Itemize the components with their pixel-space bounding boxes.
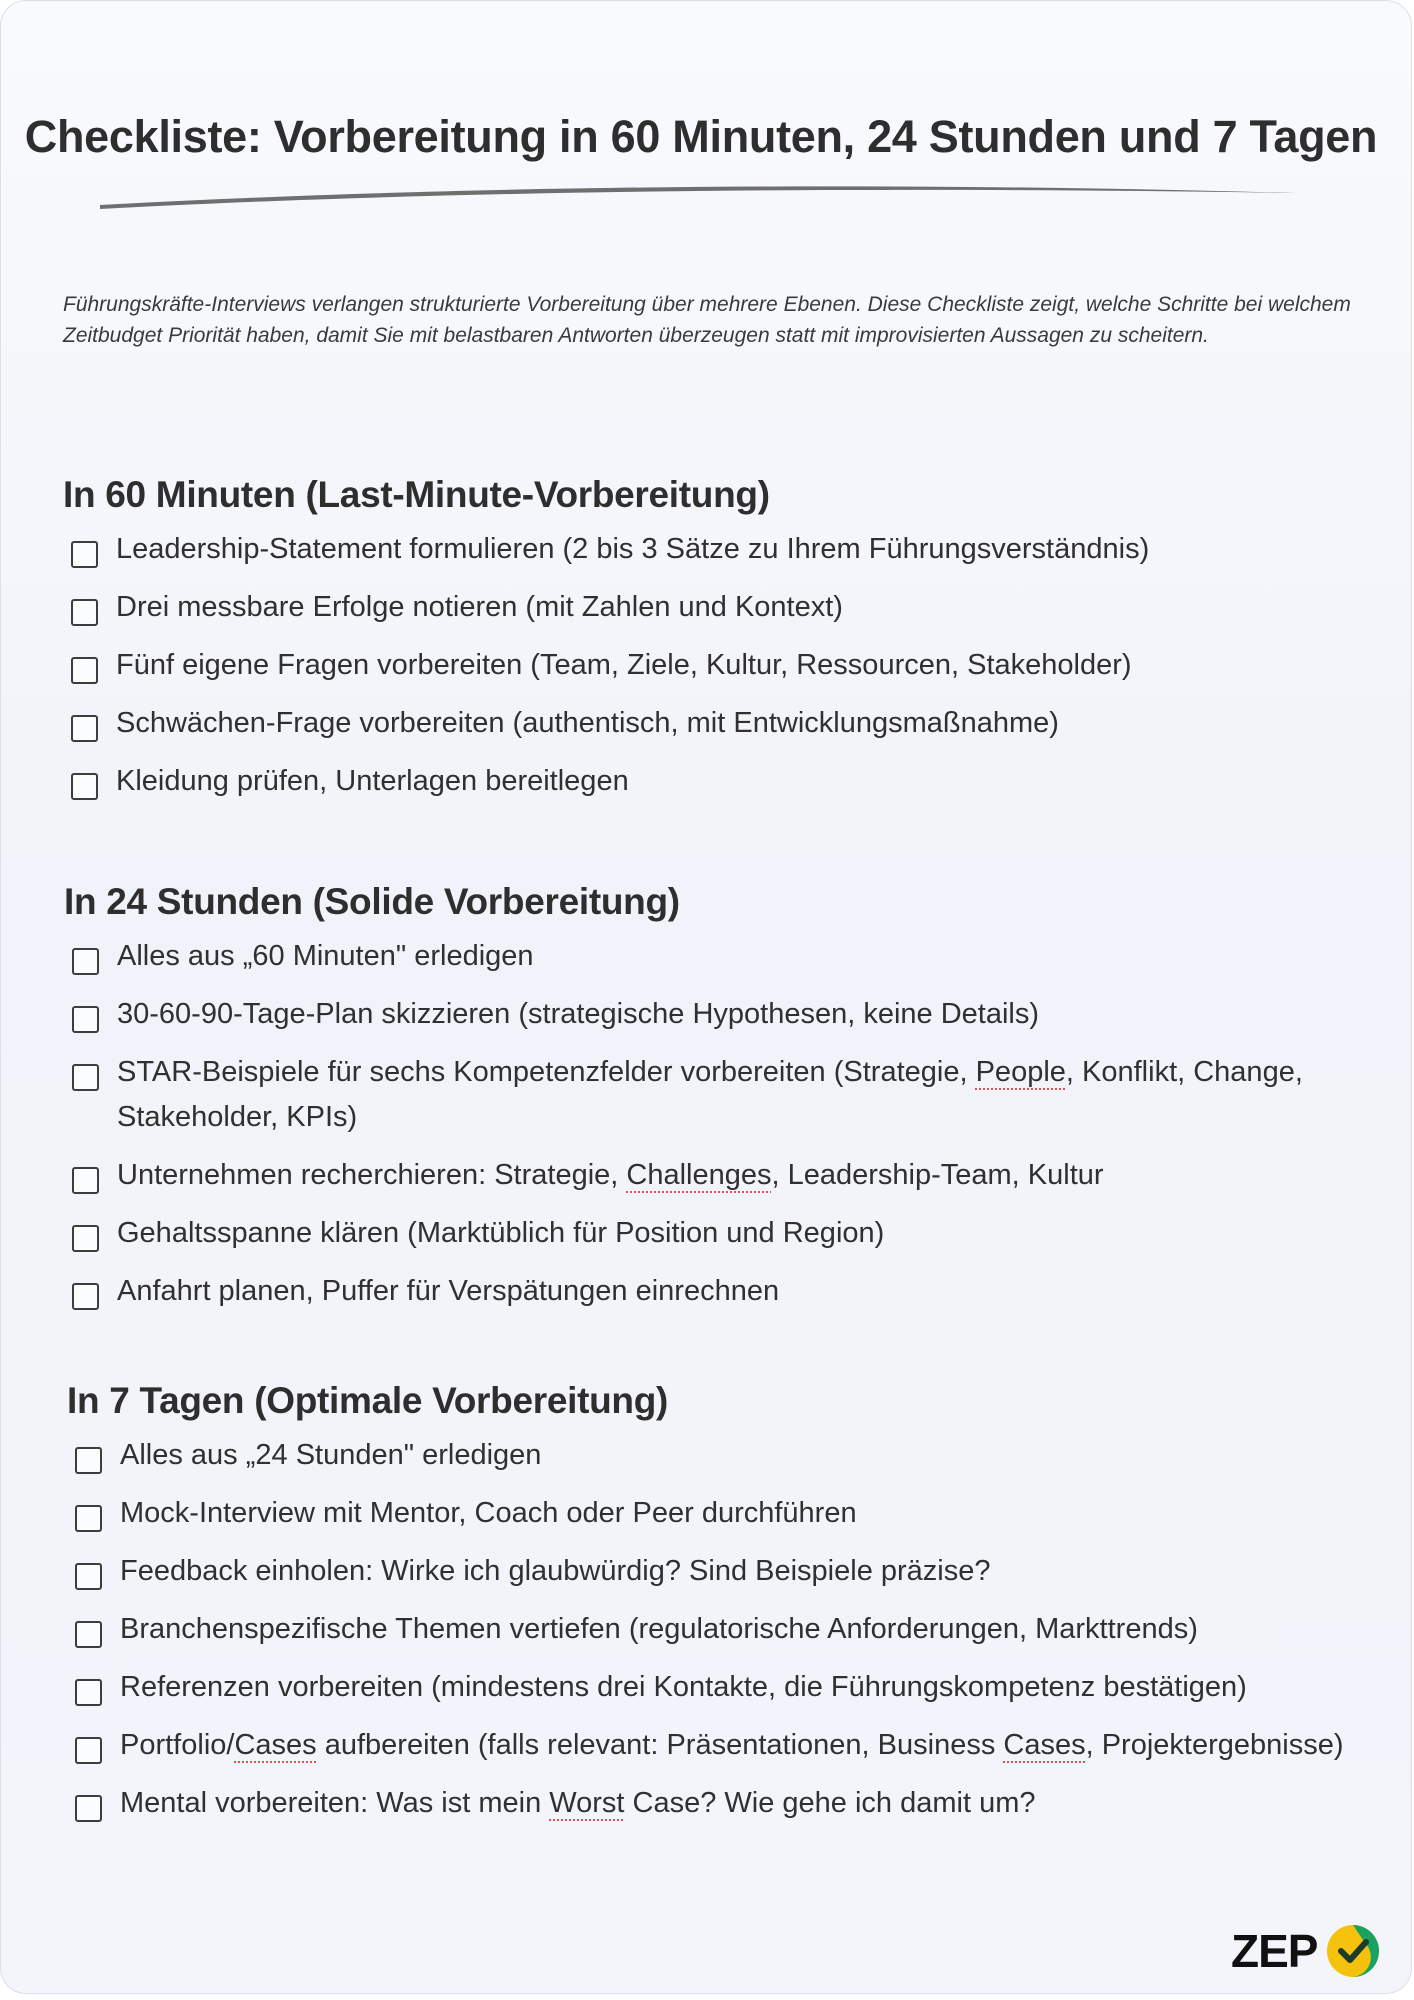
checklist-item[interactable] — [67, 1665, 1397, 1710]
checkbox[interactable] — [72, 1006, 99, 1033]
checklist-item-label: Drei messbare Erfolge notieren (mit Zahlen und Kontext) — [116, 591, 843, 623]
checklist-item[interactable] — [64, 934, 1394, 979]
checklist-item[interactable] — [67, 1723, 1397, 1768]
title-underline — [96, 179, 1306, 215]
section-heading: In 7 Tagen (Optimale Vorbereitung) — [67, 1380, 669, 1421]
section-heading: In 60 Minuten (Last-Minute-Vorbereitung) — [63, 474, 770, 515]
section-60-minutes — [63, 469, 1383, 817]
checklist-item-label: Unternehmen recherchieren: Strategie, Challenges, Leadership-Team, Kultur — [117, 1159, 1104, 1191]
checklist-item[interactable] — [67, 1549, 1397, 1594]
checkbox[interactable] — [72, 1225, 99, 1252]
checklist-item-label: Schwächen-Frage vorbereiten (authentisch, mit Entwicklungsmaßnahme) — [116, 707, 1059, 739]
checklist-item[interactable] — [63, 701, 1383, 746]
checklist-item[interactable] — [63, 527, 1383, 572]
checklist-item-label: Mock-Interview mit Mentor, Coach oder Peer durchführen — [120, 1497, 857, 1529]
checkbox[interactable] — [75, 1505, 102, 1532]
checklist-item[interactable] — [64, 1269, 1394, 1314]
checkbox[interactable] — [75, 1679, 102, 1706]
checkbox[interactable] — [75, 1447, 102, 1474]
section-24-hours — [64, 876, 1394, 1327]
page-title: Checkliste: Vorbereitung in 60 Minuten, 24 Stunden und 7 Tagen — [24, 111, 1378, 162]
checklist-item[interactable] — [63, 759, 1383, 804]
logo-text: ZEP — [1231, 1925, 1318, 1977]
checklist-item-label: Leadership-Statement formulieren (2 bis 3 Sätze zu Ihrem Führungsverständnis) — [116, 533, 1150, 565]
checklist-item[interactable] — [67, 1607, 1397, 1652]
checklist-item-label: Anfahrt planen, Puffer für Verspätungen einrechnen — [117, 1275, 780, 1307]
checklist-item-label: Referenzen vorbereiten (mindestens drei Kontakte, die Führungskompetenz bestätigen) — [120, 1671, 1247, 1703]
spellcheck-word: Challenges — [626, 1159, 772, 1191]
checklist-item[interactable] — [67, 1491, 1397, 1536]
spellcheck-word: Cases — [1003, 1729, 1086, 1761]
checkbox[interactable] — [71, 541, 98, 568]
checkbox[interactable] — [75, 1621, 102, 1648]
checklist-item-label: Fünf eigene Fragen vorbereiten (Team, Ziele, Kultur, Ressourcen, Stakeholder) — [116, 649, 1132, 681]
checkbox[interactable] — [71, 773, 98, 800]
section-7-days — [67, 1375, 1397, 1839]
checklist-item-label: Portfolio/Cases aufbereiten (falls relevant: Präsentationen, Business Cases, Projektergebnisse) — [120, 1729, 1344, 1761]
checklist-item[interactable] — [64, 992, 1394, 1037]
checklist-item-label: Feedback einholen: Wirke ich glaubwürdig? Sind Beispiele präzise? — [120, 1555, 991, 1587]
checklist-item[interactable] — [67, 1781, 1397, 1826]
checklist-item-label: Alles aus „24 Stunden" erledigen — [120, 1439, 542, 1471]
checklist-item-label: 30-60-90-Tage-Plan skizzieren (strategische Hypothesen, keine Details) — [117, 998, 1040, 1030]
checklist-item[interactable] — [63, 585, 1383, 630]
checklist-item-label: Branchenspezifische Themen vertiefen (regulatorische Anforderungen, Markttrends) — [120, 1613, 1198, 1645]
checkbox[interactable] — [75, 1795, 102, 1822]
checklist-item-label: Gehaltsspanne klären (Marktüblich für Position und Region) — [117, 1217, 885, 1249]
checkbox[interactable] — [72, 1064, 99, 1091]
checkbox[interactable] — [72, 1167, 99, 1194]
intro-text: Führungskräfte-Interviews verlangen strukturierte Vorbereitung über mehrere Ebenen. Diese Checkliste zeigt, welche Schritte bei welchem Zeitbudget Priorität haben, damit Sie mit belastbaren Antworten überzeugen statt mit improvisierten Aussagen zu scheitern. — [63, 293, 1351, 347]
checkbox[interactable] — [75, 1563, 102, 1590]
section-heading: In 24 Stunden (Solide Vorbereitung) — [64, 881, 680, 922]
spellcheck-word: People — [975, 1056, 1066, 1088]
checklist-item[interactable] — [64, 1050, 1394, 1140]
checklist-item[interactable] — [64, 1211, 1394, 1256]
checkbox[interactable] — [72, 948, 99, 975]
checkbox[interactable] — [71, 599, 98, 626]
checklist-item-label: STAR-Beispiele für sechs Kompetenzfelder vorbereiten (Strategie, People, Konflikt, Change, Stakeholder, KPIs) — [117, 1056, 1303, 1133]
checkbox[interactable] — [72, 1283, 99, 1310]
spellcheck-word: Worst — [549, 1787, 625, 1819]
checklist-item-label: Mental vorbereiten: Was ist mein Worst Case? Wie gehe ich damit um? — [120, 1787, 1036, 1819]
checklist-item[interactable] — [63, 643, 1383, 688]
checkbox[interactable] — [71, 657, 98, 684]
spellcheck-word: Cases — [234, 1729, 317, 1761]
checkmark-badge-icon — [1325, 1923, 1381, 1979]
zep-logo — [1231, 1923, 1381, 1979]
checklist-item-label: Alles aus „60 Minuten" erledigen — [117, 940, 534, 972]
checklist-item[interactable] — [64, 1153, 1394, 1198]
checklist-item[interactable] — [67, 1433, 1397, 1478]
checklist-item-label: Kleidung prüfen, Unterlagen bereitlegen — [116, 765, 629, 797]
checkbox[interactable] — [75, 1737, 102, 1764]
checkbox[interactable] — [71, 715, 98, 742]
